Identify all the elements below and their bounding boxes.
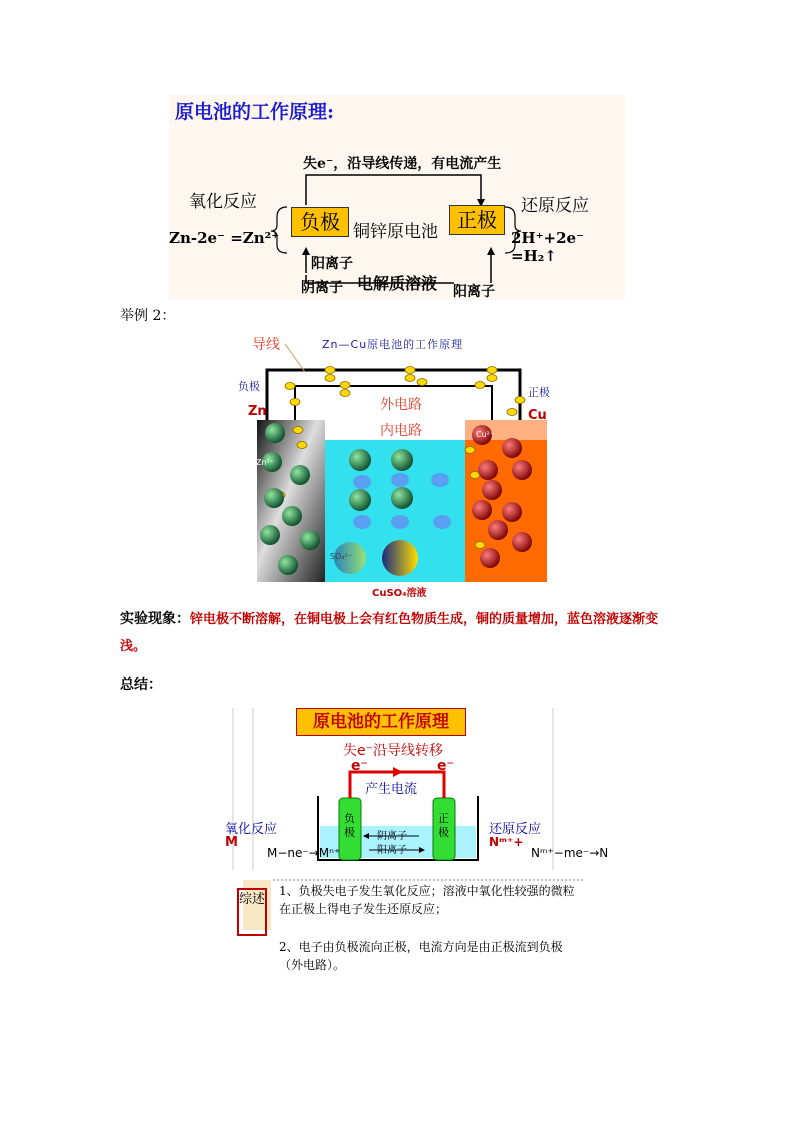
fig1-oxidation: 氧化反应 [189, 192, 257, 212]
fig1-top-label: 失e⁻，沿导线传递，有电流产生 [303, 156, 502, 172]
fig3-current: 产生电流 [365, 782, 418, 797]
phenomenon-paragraph [120, 606, 680, 660]
fig1-reduction: 还原反应 [521, 196, 589, 216]
fig3-anion: 阴离子 [377, 831, 407, 842]
fig3-e-left: e⁻ [351, 758, 368, 774]
fig1-title: 原电池的工作原理: [175, 101, 335, 123]
fig1-cation-left: 阳离子 [311, 256, 353, 272]
fig2-cu-label: Cu [528, 408, 547, 423]
fig1-electrolyte: 电解质溶液 [357, 274, 438, 293]
fig2-wire-label: 导线 [252, 337, 280, 353]
fig1-cation-right: 阳离子 [453, 284, 495, 300]
fig1-anion-left: 阴离子 [301, 280, 343, 296]
fig2-diagram [230, 330, 560, 600]
fig1-right-equation: 2H⁺+2e⁻ =H₂↑ [511, 229, 584, 265]
fig2-positive-label: 正极 [528, 386, 550, 399]
fig2-negative-label: 负极 [238, 380, 260, 393]
fig3-stamp: 综述 [237, 888, 267, 936]
fig3-cation: 阳离子 [377, 845, 407, 856]
fig3-electron-flow: 失e⁻沿导线转移 [343, 743, 444, 759]
fig1-positive-box: 正极 [449, 205, 505, 235]
figure-zn-cu-cell [230, 330, 560, 600]
fig3-oxidation: 氧化反应 [225, 822, 278, 837]
fig3-right-ion: Nᵐ⁺+ [489, 835, 524, 849]
fig2-zn-ion-label: Zn²⁺ [256, 458, 274, 467]
fig3-reduction: 还原反应 [489, 822, 542, 837]
fig2-outer-circuit: 外电路 [380, 397, 422, 413]
fig3-left-equation: M−ne⁻→Mⁿ⁺ [267, 846, 341, 860]
summary-label: 总结： [120, 677, 162, 693]
fig3-title: 原电池的工作原理 [296, 708, 466, 736]
phenomenon-label: 实验现象： [120, 611, 190, 627]
fig1-left-equation: Zn-2e⁻ =Zn²⁺ [169, 229, 280, 247]
fig3-negative: 负极 [344, 812, 355, 839]
fig3-e-right: e⁻ [437, 758, 454, 774]
fig2-zn-label: Zn [248, 404, 267, 419]
fig2-inner-circuit: 内电路 [380, 423, 422, 439]
figure-summary-principle [223, 700, 608, 980]
fig2-cu-ion-label: Cu²⁺ [476, 430, 495, 439]
fig3-m-letter: M [225, 835, 238, 850]
fig2-solution-label: CuSO₄溶液 [372, 588, 427, 599]
fig1-cell-name: 铜锌原电池 [353, 222, 438, 242]
fig3-positive: 正极 [438, 812, 449, 839]
fig3-point-1: 1、负极失电子发生氧化反应；溶液中氧化性较强的微粒在正极上得电子发生还原反应； [279, 884, 575, 916]
fig3-right-equation: Nᵐ⁺−me⁻→N [531, 846, 609, 860]
fig2-title: Zn—Cu原电池的工作原理 [322, 338, 464, 351]
phenomenon-text: 锌电极不断溶解，在铜电极上会有红色物质生成，铜的质量增加，蓝色溶液逐渐变浅。 [120, 612, 659, 654]
example-label: 举例 2： [120, 308, 176, 324]
fig2-so4-label: SO₄²⁻ [330, 552, 353, 561]
figure-cell-principle [169, 95, 625, 300]
fig3-point-2: 2、电子由负极流向正极，电流方向是由正极流到负极（外电路）。 [279, 940, 563, 972]
fig1-negative-box: 负极 [291, 207, 349, 237]
